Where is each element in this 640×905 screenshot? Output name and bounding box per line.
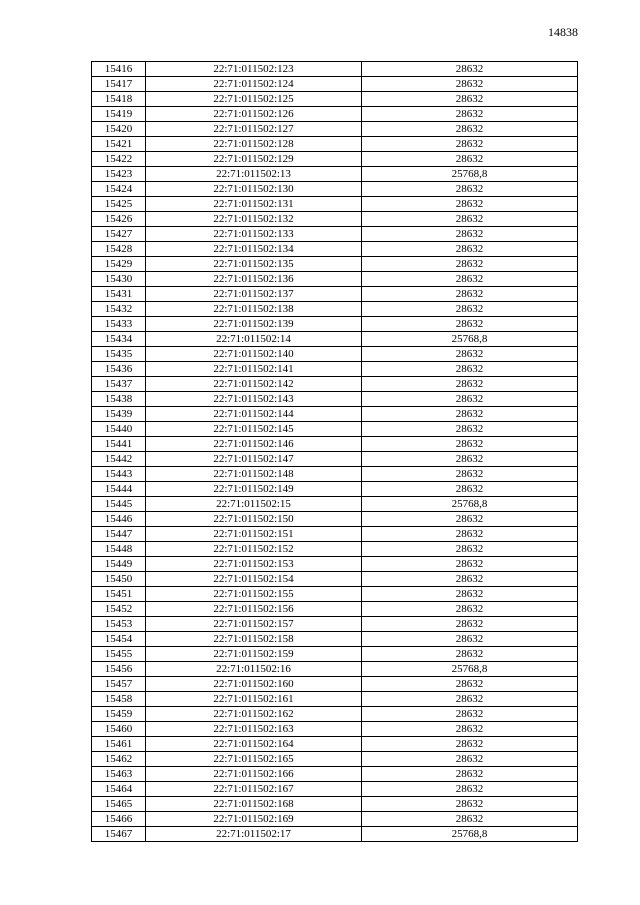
value-cell: 28632	[362, 527, 578, 542]
table-row	[92, 617, 578, 632]
row-number-cell: 15420	[92, 122, 146, 137]
value-cell: 28632	[362, 77, 578, 92]
value-cell: 28632	[362, 572, 578, 587]
table-row	[92, 692, 578, 707]
value-cell: 25768,8	[362, 662, 578, 677]
value-cell: 25768,8	[362, 497, 578, 512]
value-cell: 28632	[362, 782, 578, 797]
value-cell: 28632	[362, 752, 578, 767]
table-row	[92, 212, 578, 227]
row-number-cell: 15434	[92, 332, 146, 347]
row-number-cell: 15443	[92, 467, 146, 482]
table-row	[92, 482, 578, 497]
row-number-cell: 15445	[92, 497, 146, 512]
row-number-cell: 15461	[92, 737, 146, 752]
table-row	[92, 797, 578, 812]
cadastral-number-cell: 22:71:011502:165	[146, 752, 362, 767]
cadastral-number-cell: 22:71:011502:157	[146, 617, 362, 632]
row-number-cell: 15439	[92, 407, 146, 422]
table-row	[92, 812, 578, 827]
cadastral-number-cell: 22:71:011502:152	[146, 542, 362, 557]
value-cell: 28632	[362, 452, 578, 467]
cadastral-number-cell: 22:71:011502:123	[146, 62, 362, 77]
cadastral-number-cell: 22:71:011502:143	[146, 392, 362, 407]
cadastral-number-cell: 22:71:011502:164	[146, 737, 362, 752]
cadastral-number-cell: 22:71:011502:160	[146, 677, 362, 692]
cadastral-number-cell: 22:71:011502:127	[146, 122, 362, 137]
row-number-cell: 15455	[92, 647, 146, 662]
value-cell: 28632	[362, 617, 578, 632]
cadastral-number-cell: 22:71:011502:147	[146, 452, 362, 467]
row-number-cell: 15444	[92, 482, 146, 497]
value-cell: 28632	[362, 227, 578, 242]
row-number-cell: 15424	[92, 182, 146, 197]
value-cell: 28632	[362, 257, 578, 272]
row-number-cell: 15427	[92, 227, 146, 242]
cadastral-table-container	[91, 61, 577, 842]
value-cell: 28632	[362, 797, 578, 812]
table-row	[92, 227, 578, 242]
cadastral-number-cell: 22:71:011502:139	[146, 317, 362, 332]
cadastral-number-cell: 22:71:011502:16	[146, 662, 362, 677]
value-cell: 28632	[362, 182, 578, 197]
cadastral-number-cell: 22:71:011502:155	[146, 587, 362, 602]
value-cell: 28632	[362, 677, 578, 692]
value-cell: 28632	[362, 62, 578, 77]
table-row	[92, 737, 578, 752]
row-number-cell: 15454	[92, 632, 146, 647]
value-cell: 28632	[362, 137, 578, 152]
value-cell: 28632	[362, 467, 578, 482]
cadastral-number-cell: 22:71:011502:135	[146, 257, 362, 272]
row-number-cell: 15460	[92, 722, 146, 737]
row-number-cell: 15440	[92, 422, 146, 437]
table-row	[92, 62, 578, 77]
cadastral-number-cell: 22:71:011502:153	[146, 557, 362, 572]
table-row	[92, 677, 578, 692]
table-row	[92, 497, 578, 512]
table-row	[92, 587, 578, 602]
row-number-cell: 15450	[92, 572, 146, 587]
cadastral-number-cell: 22:71:011502:150	[146, 512, 362, 527]
table-row	[92, 152, 578, 167]
value-cell: 28632	[362, 422, 578, 437]
row-number-cell: 15435	[92, 347, 146, 362]
value-cell: 28632	[362, 212, 578, 227]
row-number-cell: 15464	[92, 782, 146, 797]
cadastral-number-cell: 22:71:011502:17	[146, 827, 362, 842]
row-number-cell: 15422	[92, 152, 146, 167]
table-row	[92, 197, 578, 212]
cadastral-number-cell: 22:71:011502:161	[146, 692, 362, 707]
value-cell: 28632	[362, 152, 578, 167]
value-cell: 28632	[362, 197, 578, 212]
row-number-cell: 15438	[92, 392, 146, 407]
cadastral-number-cell: 22:71:011502:141	[146, 362, 362, 377]
row-number-cell: 15421	[92, 137, 146, 152]
page-number: 14838	[548, 25, 578, 39]
cadastral-number-cell: 22:71:011502:137	[146, 287, 362, 302]
cadastral-number-cell: 22:71:011502:148	[146, 467, 362, 482]
table-row	[92, 317, 578, 332]
value-cell: 28632	[362, 767, 578, 782]
cadastral-number-cell: 22:71:011502:168	[146, 797, 362, 812]
row-number-cell: 15417	[92, 77, 146, 92]
cadastral-number-cell: 22:71:011502:162	[146, 707, 362, 722]
table-row	[92, 707, 578, 722]
table-row	[92, 107, 578, 122]
value-cell: 28632	[362, 107, 578, 122]
value-cell: 28632	[362, 92, 578, 107]
value-cell: 28632	[362, 587, 578, 602]
value-cell: 28632	[362, 407, 578, 422]
table-row	[92, 137, 578, 152]
table-row	[92, 347, 578, 362]
cadastral-number-cell: 22:71:011502:144	[146, 407, 362, 422]
value-cell: 28632	[362, 557, 578, 572]
cadastral-number-cell: 22:71:011502:151	[146, 527, 362, 542]
value-cell: 28632	[362, 737, 578, 752]
value-cell: 25768,8	[362, 332, 578, 347]
row-number-cell: 15451	[92, 587, 146, 602]
cadastral-number-cell: 22:71:011502:132	[146, 212, 362, 227]
cadastral-number-cell: 22:71:011502:167	[146, 782, 362, 797]
row-number-cell: 15432	[92, 302, 146, 317]
row-number-cell: 15416	[92, 62, 146, 77]
table-row	[92, 302, 578, 317]
table-row	[92, 722, 578, 737]
table-body	[92, 62, 578, 842]
table-row	[92, 647, 578, 662]
row-number-cell: 15433	[92, 317, 146, 332]
table-row	[92, 122, 578, 137]
row-number-cell: 15418	[92, 92, 146, 107]
table-row	[92, 632, 578, 647]
table-row	[92, 257, 578, 272]
table-row	[92, 467, 578, 482]
row-number-cell: 15457	[92, 677, 146, 692]
value-cell: 28632	[362, 242, 578, 257]
cadastral-number-cell: 22:71:011502:131	[146, 197, 362, 212]
cadastral-number-cell: 22:71:011502:126	[146, 107, 362, 122]
cadastral-number-cell: 22:71:011502:14	[146, 332, 362, 347]
value-cell: 28632	[362, 302, 578, 317]
cadastral-number-cell: 22:71:011502:138	[146, 302, 362, 317]
table-row	[92, 782, 578, 797]
row-number-cell: 15423	[92, 167, 146, 182]
value-cell: 28632	[362, 632, 578, 647]
row-number-cell: 15467	[92, 827, 146, 842]
cadastral-number-cell: 22:71:011502:169	[146, 812, 362, 827]
cadastral-number-cell: 22:71:011502:156	[146, 602, 362, 617]
row-number-cell: 15452	[92, 602, 146, 617]
row-number-cell: 15448	[92, 542, 146, 557]
value-cell: 25768,8	[362, 167, 578, 182]
value-cell: 28632	[362, 542, 578, 557]
table-row	[92, 332, 578, 347]
row-number-cell: 15437	[92, 377, 146, 392]
cadastral-table	[91, 61, 578, 842]
row-number-cell: 15425	[92, 197, 146, 212]
row-number-cell: 15462	[92, 752, 146, 767]
cadastral-number-cell: 22:71:011502:15	[146, 497, 362, 512]
table-row	[92, 572, 578, 587]
cadastral-number-cell: 22:71:011502:140	[146, 347, 362, 362]
row-number-cell: 15419	[92, 107, 146, 122]
row-number-cell: 15453	[92, 617, 146, 632]
row-number-cell: 15463	[92, 767, 146, 782]
value-cell: 28632	[362, 347, 578, 362]
value-cell: 28632	[362, 692, 578, 707]
value-cell: 28632	[362, 437, 578, 452]
table-row	[92, 452, 578, 467]
cadastral-number-cell: 22:71:011502:142	[146, 377, 362, 392]
table-row	[92, 662, 578, 677]
table-row	[92, 437, 578, 452]
row-number-cell: 15447	[92, 527, 146, 542]
value-cell: 28632	[362, 377, 578, 392]
value-cell: 28632	[362, 512, 578, 527]
value-cell: 28632	[362, 812, 578, 827]
value-cell: 25768,8	[362, 827, 578, 842]
value-cell: 28632	[362, 707, 578, 722]
row-number-cell: 15456	[92, 662, 146, 677]
cadastral-number-cell: 22:71:011502:13	[146, 167, 362, 182]
value-cell: 28632	[362, 287, 578, 302]
row-number-cell: 15441	[92, 437, 146, 452]
row-number-cell: 15436	[92, 362, 146, 377]
row-number-cell: 15429	[92, 257, 146, 272]
row-number-cell: 15449	[92, 557, 146, 572]
cadastral-number-cell: 22:71:011502:125	[146, 92, 362, 107]
cadastral-number-cell: 22:71:011502:149	[146, 482, 362, 497]
row-number-cell: 15465	[92, 797, 146, 812]
cadastral-number-cell: 22:71:011502:129	[146, 152, 362, 167]
cadastral-number-cell: 22:71:011502:134	[146, 242, 362, 257]
table-row	[92, 767, 578, 782]
row-number-cell: 15426	[92, 212, 146, 227]
value-cell: 28632	[362, 482, 578, 497]
value-cell: 28632	[362, 272, 578, 287]
row-number-cell: 15458	[92, 692, 146, 707]
table-row	[92, 182, 578, 197]
table-row	[92, 557, 578, 572]
table-row	[92, 527, 578, 542]
value-cell: 28632	[362, 722, 578, 737]
table-row	[92, 752, 578, 767]
table-row	[92, 377, 578, 392]
table-row	[92, 77, 578, 92]
table-row	[92, 602, 578, 617]
row-number-cell: 15446	[92, 512, 146, 527]
table-row	[92, 287, 578, 302]
cadastral-number-cell: 22:71:011502:146	[146, 437, 362, 452]
table-row	[92, 242, 578, 257]
cadastral-number-cell: 22:71:011502:133	[146, 227, 362, 242]
cadastral-number-cell: 22:71:011502:145	[146, 422, 362, 437]
cadastral-number-cell: 22:71:011502:166	[146, 767, 362, 782]
value-cell: 28632	[362, 362, 578, 377]
table-row	[92, 422, 578, 437]
table-row	[92, 167, 578, 182]
cadastral-number-cell: 22:71:011502:163	[146, 722, 362, 737]
row-number-cell: 15442	[92, 452, 146, 467]
table-row	[92, 407, 578, 422]
table-row	[92, 827, 578, 842]
table-row	[92, 542, 578, 557]
table-row	[92, 92, 578, 107]
cadastral-number-cell: 22:71:011502:124	[146, 77, 362, 92]
row-number-cell: 15466	[92, 812, 146, 827]
value-cell: 28632	[362, 392, 578, 407]
value-cell: 28632	[362, 122, 578, 137]
cadastral-number-cell: 22:71:011502:154	[146, 572, 362, 587]
value-cell: 28632	[362, 647, 578, 662]
cadastral-number-cell: 22:71:011502:159	[146, 647, 362, 662]
table-row	[92, 512, 578, 527]
value-cell: 28632	[362, 317, 578, 332]
cadastral-number-cell: 22:71:011502:158	[146, 632, 362, 647]
row-number-cell: 15428	[92, 242, 146, 257]
value-cell: 28632	[362, 602, 578, 617]
table-row	[92, 272, 578, 287]
cadastral-number-cell: 22:71:011502:128	[146, 137, 362, 152]
table-row	[92, 392, 578, 407]
row-number-cell: 15431	[92, 287, 146, 302]
table-row	[92, 362, 578, 377]
row-number-cell: 15459	[92, 707, 146, 722]
cadastral-number-cell: 22:71:011502:130	[146, 182, 362, 197]
row-number-cell: 15430	[92, 272, 146, 287]
cadastral-number-cell: 22:71:011502:136	[146, 272, 362, 287]
